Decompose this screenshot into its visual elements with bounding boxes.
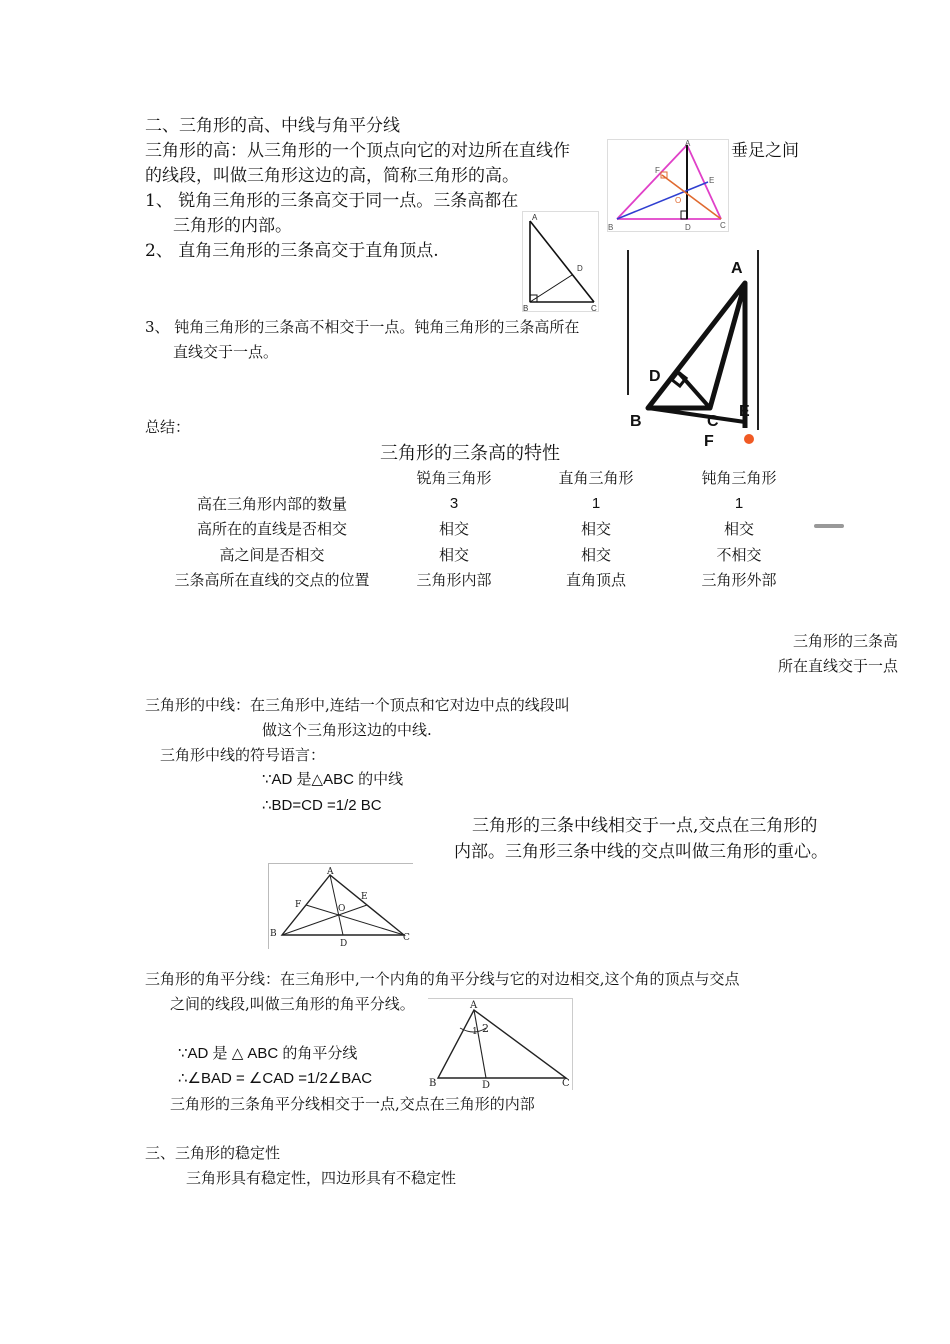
table-cell: 3 xyxy=(449,494,459,512)
col-right: 直角三角形 xyxy=(558,469,634,488)
item-right: 2、 直角三角形的三条高交于直角顶点. xyxy=(145,241,439,261)
right-label-d: D xyxy=(577,264,583,273)
item-obtuse: 3、 钝角三角形的三条高不相交于一点。钝角三角形的三条高所在 xyxy=(145,318,580,336)
median-label-f: F xyxy=(295,900,302,910)
right-triangle-figure xyxy=(522,211,599,312)
table-cell: 相交 xyxy=(438,545,469,564)
bisector-definition-cont: 之间的线段,叫做三角形的角平分线。 xyxy=(170,995,415,1013)
median-label-c: C xyxy=(403,933,410,943)
table-cell: 不相交 xyxy=(716,545,762,564)
acute-label-c: C xyxy=(720,221,726,230)
item-acute: 1、 锐角三角形的三条高交于同一点。三条高都在 xyxy=(145,191,519,211)
table-row xyxy=(145,491,825,517)
obtuse-label-c: C xyxy=(707,413,719,430)
median-therefore: ∴BD=CD =1/2 BC xyxy=(262,797,382,814)
median-label-d: D xyxy=(340,939,348,949)
item-obtuse-cont: 直线交于一点。 xyxy=(173,343,279,361)
height-definition-line1-tail: 垂足之间 xyxy=(731,141,799,161)
col-obtuse: 钝角三角形 xyxy=(701,469,777,488)
right-label-c: C xyxy=(591,304,597,312)
section-heading: 二、三角形的高、中线与角平分线 xyxy=(145,116,400,136)
obtuse-label-d: D xyxy=(649,368,661,385)
row-label: 高所在的直线是否相交 xyxy=(196,520,347,539)
summary-label: 总结： xyxy=(145,418,191,436)
median-label-o: O xyxy=(338,904,346,914)
acute-label-e: E xyxy=(709,176,715,185)
heights-table xyxy=(145,465,825,593)
bisector-label-d: D xyxy=(482,1080,491,1090)
stability-heading: 三、三角形的稳定性 xyxy=(145,1144,281,1162)
side-note-line2: 所在直线交于一点 xyxy=(777,657,898,675)
bisector-angle-2: 2 xyxy=(482,1022,489,1035)
acute-label-f: F xyxy=(655,166,660,175)
right-label-a: A xyxy=(532,213,538,222)
row-label: 高在三角形内部的数量 xyxy=(196,494,347,513)
bisector-figure xyxy=(428,998,573,1090)
table-cell: 1 xyxy=(591,494,601,512)
median-definition: 三角形的中线：在三角形中,连结一个顶点和它对边中点的线段叫 xyxy=(145,696,570,714)
right-label-b: B xyxy=(523,304,529,312)
item-acute-cont: 三角形的内部。 xyxy=(173,216,292,236)
bisector-angle-1: 1 xyxy=(472,1027,478,1037)
col-acute: 锐角三角形 xyxy=(416,469,492,488)
acute-label-b: B xyxy=(608,223,614,232)
table-cell: 相交 xyxy=(580,520,611,539)
table-row xyxy=(145,516,825,542)
acute-label-o: O xyxy=(675,196,682,205)
table-cell: 相交 xyxy=(580,545,611,564)
table-cell: 直角顶点 xyxy=(565,571,626,590)
obtuse-triangle-figure xyxy=(627,250,760,448)
row-label: 三条高所在直线的交点的位置 xyxy=(174,571,370,590)
median-note-line1: 三角形的三条中线相交于一点,交点在三角形的 xyxy=(472,816,818,836)
obtuse-label-e: E xyxy=(739,403,750,420)
row-label: 高之间是否相交 xyxy=(219,545,325,564)
table-cell: 相交 xyxy=(723,520,754,539)
median-figure xyxy=(268,863,413,949)
bisector-definition: 三角形的角平分线：在三角形中,一个内角的角平分线与它的对边相交,这个角的顶点与交点 xyxy=(145,970,740,988)
bisector-label-b: B xyxy=(429,1078,437,1089)
height-definition-line2: 的线段，叫做三角形这边的高，简称三角形的高。 xyxy=(145,166,519,186)
median-symbol-title: 三角形中线的符号语言： xyxy=(160,746,326,764)
bisector-therefore: ∴∠BAD = ∠CAD =1/2∠BAC xyxy=(178,1070,373,1087)
bisector-label-c: C xyxy=(562,1078,570,1089)
median-label-e: E xyxy=(361,892,368,902)
bisector-label-a: A xyxy=(470,1000,478,1011)
table-cell: 三角形外部 xyxy=(701,571,777,590)
side-note-line1: 三角形的三条高 xyxy=(792,632,898,650)
acute-label-d: D xyxy=(685,223,691,232)
stability-text: 三角形具有稳定性，四边形具有不稳定性 xyxy=(186,1169,457,1187)
table-row xyxy=(145,542,825,568)
table-cell: 三角形内部 xyxy=(416,571,492,590)
median-because: ∵AD 是△ABC 的中线 xyxy=(262,771,404,788)
acute-label-a: A xyxy=(685,139,691,148)
median-note-line2: 内部。三角形三条中线的交点叫做三角形的重心。 xyxy=(454,842,828,862)
median-label-a: A xyxy=(327,867,334,877)
table-caption: 三角形的三条高的特性 xyxy=(380,443,560,464)
acute-triangle-figure xyxy=(607,139,729,232)
divider-mark xyxy=(814,524,844,528)
obtuse-label-a: A xyxy=(731,260,743,277)
table-cell: 相交 xyxy=(438,520,469,539)
table-header-row xyxy=(145,465,825,491)
bisector-because: ∵AD 是 △ ABC 的角平分线 xyxy=(178,1045,358,1062)
median-label-b: B xyxy=(270,929,277,939)
obtuse-label-f: F xyxy=(704,433,714,448)
table-row xyxy=(145,567,825,593)
bisector-note: 三角形的三条角平分线相交于一点,交点在三角形的内部 xyxy=(170,1095,535,1113)
table-cell: 1 xyxy=(734,494,744,512)
median-definition-cont: 做这个三角形这边的中线. xyxy=(262,721,432,739)
obtuse-label-b: B xyxy=(630,413,642,430)
height-definition-line1: 三角形的高：从三角形的一个顶点向它的对边所在直线作 xyxy=(145,141,570,161)
